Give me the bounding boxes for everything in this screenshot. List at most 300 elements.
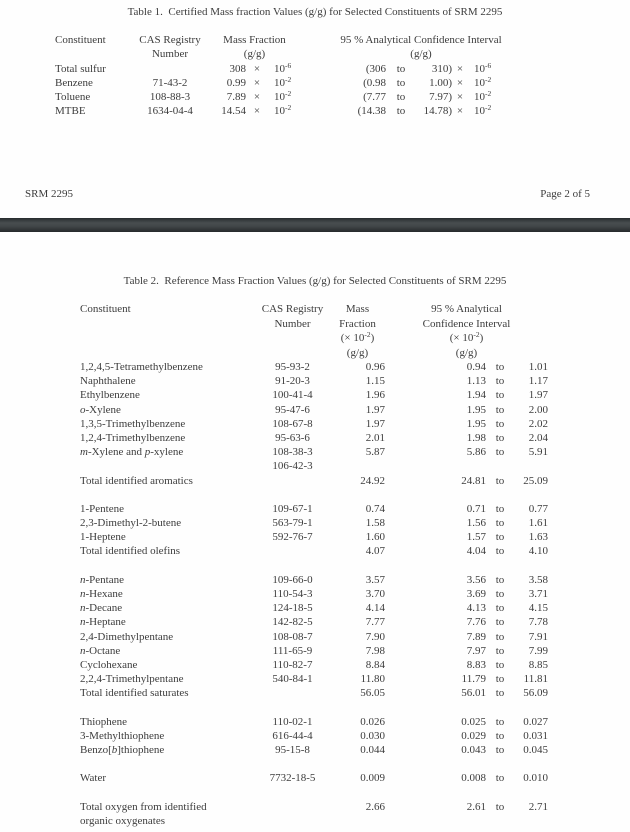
ci-high-cell: 7.91 [528, 630, 548, 643]
column-spacer [385, 686, 428, 700]
ci-power [468, 76, 508, 90]
ci-power [468, 104, 508, 118]
cas-cell [255, 814, 330, 828]
ci-high-cell: 8.85 [528, 658, 548, 671]
mass-fraction-value: 1.97 [365, 417, 385, 430]
cas-cell: 108-88-3 [149, 91, 191, 103]
column-header-fraction: Fraction [339, 317, 376, 330]
group-gap [0, 701, 630, 715]
constituent-name-text: -Heptane [85, 616, 126, 629]
ci-low-cell: 0.008 [461, 772, 486, 785]
mass-fraction-value: 14.54 [221, 105, 246, 117]
cas-cell: 91-20-3 [275, 375, 310, 388]
times-sign: × [253, 77, 261, 89]
column-header-constituent: Constituent [55, 34, 106, 46]
table2-row [80, 502, 630, 516]
ci-low-cell: 3.56 [466, 573, 486, 586]
constituent-name-text: Benzene [55, 77, 93, 89]
cas-cell [135, 62, 205, 76]
column-spacer [385, 587, 428, 601]
ci-high-cell: 56.09 [523, 687, 548, 700]
table1-header-line-1 [55, 33, 630, 47]
constituent-cell [80, 530, 255, 544]
cas-cell: 100-41-4 [272, 389, 313, 402]
mass-fraction-value: 0.99 [226, 77, 246, 89]
power-exponent: -2 [485, 75, 492, 84]
constituent-cell [80, 814, 255, 828]
constituent-cell [80, 743, 255, 757]
ci-high-cell [514, 814, 548, 828]
column-spacer [385, 729, 428, 743]
column-header-mass-units: (g/g) [346, 346, 369, 359]
constituent-name-text: -Hexane [85, 588, 123, 600]
constituent-cell [80, 502, 255, 516]
mass-fraction-value [330, 814, 385, 828]
ci-to-label: to [495, 687, 505, 700]
constituent-name-text: Cyclohexane [80, 658, 138, 671]
constituent-name-text: Benzo[ [80, 744, 112, 757]
group-gap [0, 559, 630, 573]
ci-high-cell: 1.63 [528, 531, 548, 544]
ci-to-label: to [396, 63, 406, 75]
power-base: 10 [474, 77, 485, 89]
table2-row [80, 403, 630, 417]
cas-cell: 616-44-4 [272, 729, 313, 742]
page-footer [0, 187, 630, 201]
ci-to-label: to [495, 729, 505, 742]
column-header-cas: CAS Registry [261, 303, 324, 315]
column-spacer [385, 630, 428, 644]
ci-low-cell: 56.01 [461, 687, 486, 700]
ci-to-label: to [495, 715, 505, 728]
mass-fraction-value: 3.57 [365, 573, 385, 586]
constituent-name-text: 1-Pentene [80, 502, 124, 515]
mass-fraction-value: 5.87 [365, 446, 385, 459]
power-exponent: -2 [485, 103, 492, 112]
column-spacer [385, 374, 428, 388]
power-exponent: -2 [285, 89, 292, 98]
constituent-name-text: -Xylene [85, 403, 121, 416]
table1-header-line-2 [55, 47, 630, 61]
constituent-name-text: 1,3,5-Trimethylbenzene [80, 417, 186, 430]
constituent-cell [80, 374, 255, 388]
constituent-cell [55, 90, 135, 104]
mass-fraction-value: 1.96 [365, 389, 385, 402]
ci-low-cell [428, 814, 486, 828]
table2-row [80, 445, 630, 459]
column-header-confidence-interval: 95 % Analytical [431, 303, 502, 315]
table2-body [0, 360, 630, 828]
mass-fraction-value: 0.030 [360, 729, 385, 742]
constituent-name-italic: n [80, 588, 86, 600]
table2-row [80, 516, 630, 530]
constituent-cell [80, 587, 255, 601]
column-header-ci-units: (g/g) [455, 346, 478, 359]
constituent-cell [80, 658, 255, 672]
column-spacer [385, 360, 428, 374]
mass-fraction-value: 1.58 [365, 517, 385, 530]
group-gap [0, 488, 630, 502]
ci-to-label: to [396, 77, 406, 89]
column-spacer [385, 644, 428, 658]
ci-low-cell: 0.71 [466, 502, 486, 515]
group-gap [0, 757, 630, 771]
power-base: 10 [474, 91, 485, 103]
ci-high-cell: 25.09 [523, 474, 548, 487]
constituent-name-text: Total identified saturates [80, 687, 189, 700]
ci-to-label: to [495, 446, 505, 459]
table2-row [80, 544, 630, 558]
power-exponent: -6 [285, 61, 292, 70]
constituent-name-text: Thiophene [80, 715, 128, 728]
constituent-cell [55, 104, 135, 118]
column-header-ci-line2: Confidence Interval [422, 317, 511, 330]
ci-high-cell: 1.00) [429, 77, 452, 89]
column-spacer [385, 658, 428, 672]
constituent-name-italic: n [80, 644, 86, 657]
mass-fraction-power [268, 76, 304, 90]
ci-to-label: to [495, 417, 505, 430]
column-spacer [385, 445, 428, 459]
ci-to-label: to [495, 389, 505, 402]
cas-cell: 110-02-1 [272, 715, 313, 728]
constituent-cell [55, 62, 135, 76]
column-spacer [385, 459, 428, 473]
table2-row [80, 615, 630, 629]
ci-low-cell: 0.029 [461, 729, 486, 742]
mass-fraction-value: 2.01 [365, 431, 385, 444]
ci-high-cell: 1.17 [528, 375, 548, 388]
ci-high-cell: 7.78 [528, 616, 548, 629]
table2-row [80, 587, 630, 601]
column-spacer [385, 388, 428, 402]
ci-low-cell: 1.56 [466, 517, 486, 530]
ci-low-cell: 1.94 [466, 389, 486, 402]
mass-fraction-power [268, 104, 304, 118]
column-spacer [385, 474, 428, 488]
ci-high-cell: 0.010 [523, 772, 548, 785]
cas-cell: 563-79-1 [272, 517, 313, 530]
constituent-name-text: Total identified olefins [80, 545, 181, 558]
column-spacer [385, 615, 428, 629]
ci-low-cell: (0.98 [363, 77, 386, 89]
mass-fraction-value: 11.80 [360, 673, 385, 686]
table2-row [80, 601, 630, 615]
ci-power [468, 90, 508, 104]
mass-fraction-value: 2.66 [365, 800, 385, 813]
mass-fraction-value: 24.92 [360, 474, 385, 487]
ci-high-cell: 2.71 [528, 800, 548, 813]
constituent-name-italic: b [111, 744, 118, 757]
ci-high-cell: 7.97) [429, 91, 452, 103]
cas-cell: 111-65-9 [272, 644, 313, 657]
ci-power [468, 62, 508, 76]
constituent-name-text: Total identified aromatics [80, 474, 193, 487]
constituent-cell [80, 644, 255, 658]
column-header-confidence-interval: 95 % Analytical Confidence Interval [340, 34, 502, 46]
group-gap [0, 786, 630, 800]
constituent-name-text: 2,2,4-Trimethylpentane [80, 673, 184, 686]
ci-low-cell: 1.95 [466, 417, 486, 430]
column-spacer [385, 672, 428, 686]
constituent-cell [80, 729, 255, 743]
ci-low-cell: 3.69 [466, 588, 486, 600]
constituent-cell [80, 601, 255, 615]
column-spacer [385, 516, 428, 530]
footer-srm-label: SRM 2295 [25, 188, 73, 200]
ci-high-cell: 0.77 [528, 502, 548, 515]
constituent-name-text: 2,4-Dimethylpentane [80, 630, 174, 643]
constituent-name-text: -Pentane [85, 573, 124, 586]
column-header-mass-fraction: Mass Fraction [223, 34, 286, 46]
ci-high-cell: 1.01 [528, 361, 548, 373]
column-spacer [385, 573, 428, 587]
table2-row [80, 374, 630, 388]
ci-to-label: to [495, 602, 505, 615]
constituent-cell [80, 573, 255, 587]
ci-to-label: to [495, 744, 505, 757]
mass-fraction-value: 4.14 [365, 602, 385, 615]
times-sign: × [456, 63, 464, 75]
mass-fraction-value: 8.84 [365, 658, 385, 671]
constituent-name-text: MTBE [55, 105, 86, 117]
cas-cell: 109-67-1 [272, 502, 313, 515]
table2-row [80, 644, 630, 658]
table2-header [0, 302, 630, 360]
constituent-name-text: -Decane [85, 602, 123, 615]
ci-low-cell: (14.38 [357, 105, 386, 117]
constituent-name-text: Water [80, 772, 106, 785]
table2-row [80, 715, 630, 729]
ci-to-label: to [495, 573, 505, 586]
constituent-name-italic: n [80, 573, 86, 586]
table2-row [80, 431, 630, 445]
table1-row [55, 90, 630, 104]
ci-to-label: to [495, 517, 505, 530]
ci-low-cell: 1.13 [466, 375, 486, 388]
times-sign: × [253, 63, 261, 75]
table2-title: Table 2. Reference Mass Fraction Values (g/g) for Selected Constituents of SRM 2295 [123, 275, 507, 287]
mass-fraction-value: 0.009 [360, 772, 385, 785]
ci-high-cell: 1.61 [528, 517, 548, 530]
constituent-name-text: Total oxygen from identified [80, 800, 207, 813]
power-base: 10 [274, 105, 285, 117]
column-header-ci-multiplier: (× $10^{-2}$) [449, 330, 484, 344]
constituent-cell [80, 445, 255, 459]
ci-to-label: to [495, 588, 505, 600]
ci-low-cell: (7.77 [363, 91, 386, 103]
cas-cell: 592-76-7 [272, 531, 313, 544]
page-divider [0, 218, 630, 232]
ci-low-cell: 4.13 [466, 602, 486, 615]
ci-low-cell: 0.025 [461, 715, 486, 728]
mass-fraction-value: 0.026 [360, 715, 385, 728]
table2-row [80, 658, 630, 672]
cas-cell: 109-66-0 [272, 573, 313, 586]
ci-to-label: to [495, 545, 505, 558]
ci-high-cell: 5.91 [528, 446, 548, 459]
column-spacer [385, 530, 428, 544]
constituent-cell [80, 686, 255, 700]
column-header-cas: CAS Registry [139, 34, 201, 46]
constituent-cell [55, 76, 135, 90]
constituent-name-text: Naphthalene [80, 375, 136, 388]
constituent-name-text: 1-Heptene [80, 531, 126, 544]
mass-fraction-value: 7.98 [365, 644, 385, 657]
cas-cell [255, 800, 330, 814]
constituent-cell [80, 516, 255, 530]
ci-high-cell [514, 459, 548, 473]
cas-cell [255, 686, 330, 700]
constituent-name-text: -Octane [85, 644, 121, 657]
column-spacer [385, 715, 428, 729]
table2-row [80, 630, 630, 644]
power-exponent: -2 [485, 89, 492, 98]
constituent-cell [80, 388, 255, 402]
ci-to-label: to [495, 658, 505, 671]
table2-row [80, 459, 630, 473]
ci-high-cell: 0.027 [523, 715, 548, 728]
table2-row [80, 474, 630, 488]
constituent-name-italic: m [80, 446, 88, 459]
cas-cell: 106-42-3 [272, 460, 313, 473]
ci-to-label [486, 459, 514, 473]
table2-header-line-4 [80, 346, 630, 361]
column-header-mass-fraction-units: (g/g) [243, 48, 266, 60]
cas-cell: 142-82-5 [272, 616, 313, 629]
cas-cell: 110-54-3 [272, 588, 313, 600]
ci-high-cell: 3.71 [528, 588, 548, 600]
cas-cell: 124-18-5 [272, 602, 313, 615]
table2-row [80, 360, 630, 374]
constituent-name-text: 3-Methylthiophene [80, 729, 165, 742]
ci-high-cell: 3.58 [528, 573, 548, 586]
mass-fraction-value: 308 [229, 63, 246, 75]
footer-page-number: Page 2 of 5 [540, 188, 590, 200]
table2-row [80, 743, 630, 757]
table2-row [80, 388, 630, 402]
table1-row [55, 62, 630, 76]
ci-low-cell: 0.043 [461, 744, 486, 757]
constituent-cell [80, 544, 255, 558]
ci-low-cell: 7.97 [466, 644, 486, 657]
constituent-name-text: Total sulfur [55, 63, 106, 75]
column-spacer [304, 76, 334, 90]
table2-row [80, 800, 630, 814]
table2-header-line-3 [80, 331, 630, 346]
column-spacer [385, 403, 428, 417]
ci-high-cell: 2.00 [528, 403, 548, 416]
cas-cell: 71-43-2 [152, 77, 188, 89]
power-exponent: -2 [285, 75, 292, 84]
cas-cell: 95-63-6 [275, 431, 310, 444]
times-sign: × [456, 105, 464, 117]
power-base: 10 [274, 91, 285, 103]
column-header-mass: Mass [345, 303, 370, 315]
ci-to-label: to [396, 105, 406, 117]
ci-low-cell: 8.83 [466, 658, 486, 671]
mass-fraction-power [268, 90, 304, 104]
column-header-cas-number: Number [151, 48, 189, 60]
table2-header-line-1 [80, 302, 630, 317]
column-spacer [304, 62, 334, 76]
ci-low-cell: 11.79 [461, 673, 486, 686]
ci-high-cell: 4.15 [528, 602, 548, 615]
constituent-name-text: -xylene [150, 446, 184, 459]
constituent-cell [80, 800, 255, 814]
mass-fraction-value [330, 459, 385, 473]
ci-to-label: to [495, 474, 505, 487]
column-spacer [385, 431, 428, 445]
cas-cell [255, 474, 330, 488]
table1-header [0, 33, 630, 61]
constituent-name-text: 2,3-Dimethyl-2-butene [80, 517, 182, 530]
ci-low-cell: (306 [365, 63, 386, 75]
constituent-cell [80, 474, 255, 488]
ci-low-cell [428, 459, 486, 473]
table2-row [80, 530, 630, 544]
constituent-cell [80, 672, 255, 686]
mass-fraction-value: 56.05 [360, 687, 385, 700]
column-spacer [385, 800, 428, 814]
column-header-constituent: Constituent [80, 303, 131, 315]
times-sign: × [253, 105, 261, 117]
mass-fraction-value: 7.89 [226, 91, 246, 103]
constituent-cell [80, 360, 255, 374]
ci-high-cell: 1.97 [528, 389, 548, 402]
ci-to-label: to [495, 531, 505, 544]
table1-body [0, 62, 630, 118]
table2-row [80, 686, 630, 700]
ci-high-cell: 14.78) [423, 105, 452, 117]
constituent-name-italic: n [80, 616, 86, 629]
mass-fraction-value: 7.77 [365, 616, 385, 629]
mass-fraction-value: 4.07 [365, 545, 385, 558]
ci-low-cell: 24.81 [461, 474, 486, 487]
table1-row [55, 104, 630, 118]
column-spacer [385, 601, 428, 615]
ci-to-label: to [495, 630, 505, 643]
column-spacer [385, 502, 428, 516]
column-spacer [304, 104, 334, 118]
ci-high-cell: 4.10 [528, 545, 548, 558]
column-header-mass-multiplier: (× $10^{-2}$) [340, 330, 375, 344]
constituent-name-text: 1,2,4,5-Tetramethylbenzene [80, 361, 203, 373]
ci-low-cell: 5.86 [466, 446, 486, 459]
ci-to-label: to [495, 800, 505, 813]
constituent-name-italic: p [144, 446, 151, 459]
table2-row [80, 814, 630, 828]
power-exponent: -2 [285, 103, 292, 112]
mass-fraction-value: 1.15 [365, 375, 385, 388]
ci-high-cell: 7.99 [528, 644, 548, 657]
ci-to-label: to [495, 772, 505, 785]
mass-fraction-value: 1.60 [365, 531, 385, 544]
constituent-cell [80, 715, 255, 729]
ci-to-label: to [495, 375, 505, 388]
ci-high-cell: 0.045 [523, 744, 548, 757]
cas-cell: 95-47-6 [275, 403, 310, 416]
mass-fraction-value: 1.97 [365, 403, 385, 416]
ci-to-label: to [396, 91, 406, 103]
mass-fraction-value: 7.90 [365, 630, 385, 643]
column-spacer [304, 90, 334, 104]
table2-header-line-2 [80, 317, 630, 332]
power-base: 10 [474, 105, 485, 117]
table1-row [55, 76, 630, 90]
ci-high-cell: 2.02 [528, 417, 548, 430]
constituent-name-text: organic oxygenates [80, 815, 166, 827]
